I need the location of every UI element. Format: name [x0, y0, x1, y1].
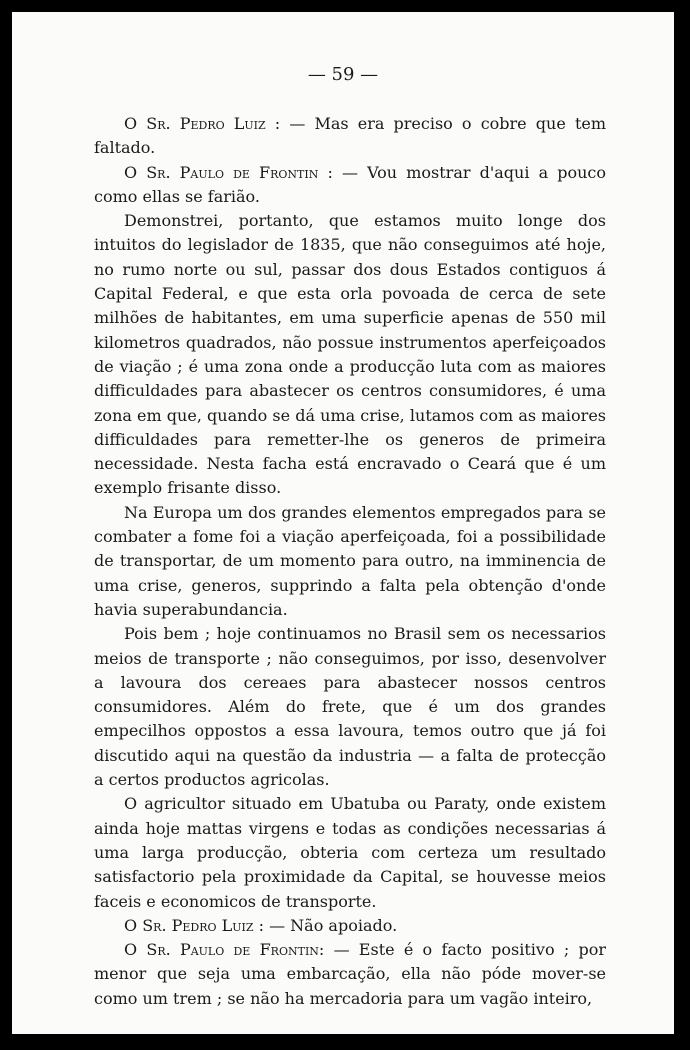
paragraph-7 [94, 914, 606, 938]
speaker-name: O Sr. Paulo de Frontin: [124, 940, 325, 960]
paragraph-text: — Este é o facto positivo ; por menor que seja uma embarcação, ella não póde mover-se como um trem ; se não ha mercadoria para um vagão inteiro, [94, 940, 606, 1008]
paragraph-6 [94, 792, 606, 913]
page-number: — 59 — [307, 64, 379, 85]
paragraph-5 [94, 622, 606, 792]
speaker-name: O Sr. Pedro Luiz : [124, 114, 281, 133]
speaker-name: O Sr. Paulo de Frontin : [124, 162, 333, 182]
paragraph-text: Demonstrei, portanto, que estamos muito longe dos intuitos do legislador de 1835, que não conseguimos até hoje, no rumo norte ou sul, passar dos dous Estados contiguos á Capital Federal, e que esta orla povoada de cerca de sete milhões de habitantes, em uma superficie apenas de 550 mil kilometros quadrados, não possue instrumentos aperfeiçoados de viação ; é uma zona onde a producção luta com as maiores difficuldades para abastecer os centros consumidores, é uma zona em que, quando se dá uma crise, lutamos com as maiores difficuldades para remetter-lhe os generos de primeira necessidade. Nesta facha está encravado o Ceará que é um exemplo frisante disso. [94, 211, 606, 498]
paragraph-text: Pois bem ; hoje continuamos no Brasil sem os necessarios meios de transporte ; não conseguimos, por isso, desenvolver a lavoura dos cereaes para abastecer nossos centros consumidores. Além do frete, que é um dos grandes empecilhos oppostos a essa lavoura, temos outro que já foi discutido aqui na questão da industria — a falta de protecção a certos productos agricolas. [94, 624, 606, 790]
body-text [94, 112, 606, 1011]
paragraph-text: — Não apoiado. [269, 915, 398, 935]
paragraph-text: — Mas era preciso o cobre que tem faltado. [94, 114, 607, 158]
paragraph-2 [94, 161, 606, 210]
speaker-name: O Sr. Pedro Luiz : [124, 915, 264, 935]
book-page [12, 12, 674, 1034]
paragraph-text: — Vou mostrar d'aqui a pouco como ellas se farião. [94, 162, 606, 206]
paragraph-8 [94, 938, 606, 1011]
paragraph-1 [94, 112, 606, 161]
paragraph-4 [94, 501, 606, 622]
paragraph-text: O agricultor situado em Ubatuba ou Paraty, onde existem ainda hoje mattas virgens e todas as condições necessarias á uma larga producção, obteria com certeza um resultado satisfactorio pela proximidade da Capital, se houvesse meios faceis e economicos de transporte. [94, 794, 606, 911]
paragraph-3 [94, 209, 606, 501]
paragraph-text: Na Europa um dos grandes elementos empregados para se combater a fome foi a viação aperfeiçoada, foi a possibilidade de transportar, de um momento para outro, na imminencia de uma crise, generos, supprindo a falta pela obtenção d'onde havia superabundancia. [94, 502, 606, 619]
